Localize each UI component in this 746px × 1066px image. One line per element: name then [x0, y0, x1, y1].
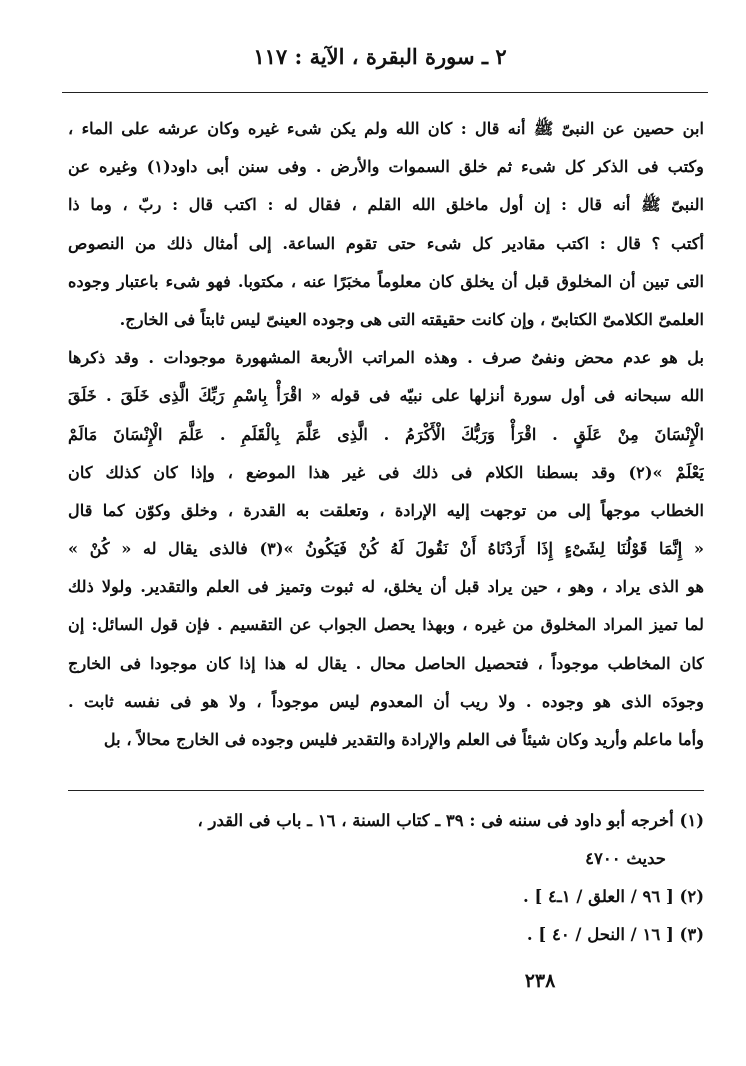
- footnote-2: (٢) [ ٩٦ / العلق / ١ـ٤ ] .: [523, 887, 704, 906]
- text-line: يَعْلَمْ »(٢) وقد بسطنا الكلام فى ذلك فى غير هذا الموضع ، وإذا كان كذلك كان: [68, 462, 704, 482]
- footnote-1-continuation: حديث ٤٧٠٠: [585, 849, 666, 868]
- text-line: التى تبين أن المخلوق قبل أن يخلق كان معلوماً مخبَرًا عنه ، مكتوبا. فهو شىء باعتبار وجوده: [68, 271, 704, 291]
- text-line: العلمىّ الكلامىّ الكتابىّ ، وإن كانت حقيقته التى هى وجوده العينىّ ليس ثابتاً فى الخارج.: [119, 309, 704, 329]
- text-line: وأما ماعلم وأريد وكان شيئاً فى العلم والإرادة والتقدير فليس وجوده فى الخارج محالاً ، بل: [103, 730, 704, 749]
- footnote-divider: [68, 790, 704, 791]
- text-line: لما تميز المراد المخلوق من غيره ، وبهذا يحصل الجواب عن التقسيم . فإن قول السائل: إن: [68, 615, 704, 635]
- text-line: « إِنَّمَا قَوْلُنَا لِشَىْءٍ إِذَا أَرَدْنَاهُ أَنْ نَقُولَ لَهُ كُنْ فَيَكُونُ »(٣) فالذى يقال له « كُنْ »: [68, 539, 704, 559]
- text-line: أكتب ؟ قال : اكتب مقادير كل شىء حتى تقوم الساعة. إلى أمثال ذلك من النصوص: [68, 233, 704, 253]
- header-divider: [62, 92, 708, 93]
- page-number: ٢٣٨: [524, 970, 556, 992]
- running-header: ٢ ـ سورة البقرة ، الآية : ١١٧: [253, 44, 507, 69]
- footnote-3: (٣) [ ١٦ / النحل / ٤٠ ] .: [526, 925, 704, 944]
- text-line: الْإِنْسَانَ مِنْ عَلَقٍ . اقْرَأْ وَرَبُّكَ الْأَكْرَمُ . الَّذِى عَلَّمَ بِالْقَلَمِ . عَلَّمَ الْإِنْسَانَ مَالَمْ: [68, 424, 704, 444]
- text-line: كان المخاطب موجوداً ، فتحصيل الحاصل محال . يقال له هذا إذا كان موجودا فى الخارج: [68, 653, 704, 673]
- text-line: بل هو عدم محض ونفىٌ صرف . وهذه المراتب الأربعة المشهورة موجودات . وقد ذكرها: [68, 348, 704, 368]
- text-line: وكتب فى الذكر كل شىء ثم خلق السموات والأرض . وفى سنن أبى داود(١) وغيره عن: [68, 157, 704, 177]
- footnotes: [68, 802, 704, 954]
- text-line: الخطاب موجهاً إلى من توجهت إليه الإرادة ، وتعلقت به القدرة ، وخلق وكوّن كما قال: [68, 500, 704, 520]
- text-line: الله سبحانه فى أول سورة أنزلها على نبيّه فى قوله « اقْرَأْ بِاسْمِ رَبِّكَ الَّذِى خَلَقَ . خَلَقَ: [68, 386, 704, 406]
- text-line: وجودَه الذى هو وجوده . ولا ريب أن المعدوم ليس موجوداً ، ولا هو فى نفسه ثابت .: [68, 691, 704, 711]
- text-line: ابن حصين عن النبىّ ﷺ أنه قال : كان الله ولم يكن شىء غيره وكان عرشه على الماء ،: [68, 119, 704, 138]
- footnote-1: (١) أخرجه أبو داود فى سننه فى : ٣٩ ـ كتاب السنة ، ١٦ ـ باب فى القدر ،: [197, 811, 704, 830]
- text-line: النبىّ ﷺ أنه قال : إن أول ماخلق الله القلم ، فقال له : اكتب قال : ربّ ، وما ذا: [68, 195, 704, 215]
- main-text: [68, 110, 704, 759]
- text-line: هو الذى يراد ، وهو ، حين يراد قبل أن يخلق، له ثبوت وتميز فى العلم والتقدير. ولولا ذلك: [68, 577, 704, 597]
